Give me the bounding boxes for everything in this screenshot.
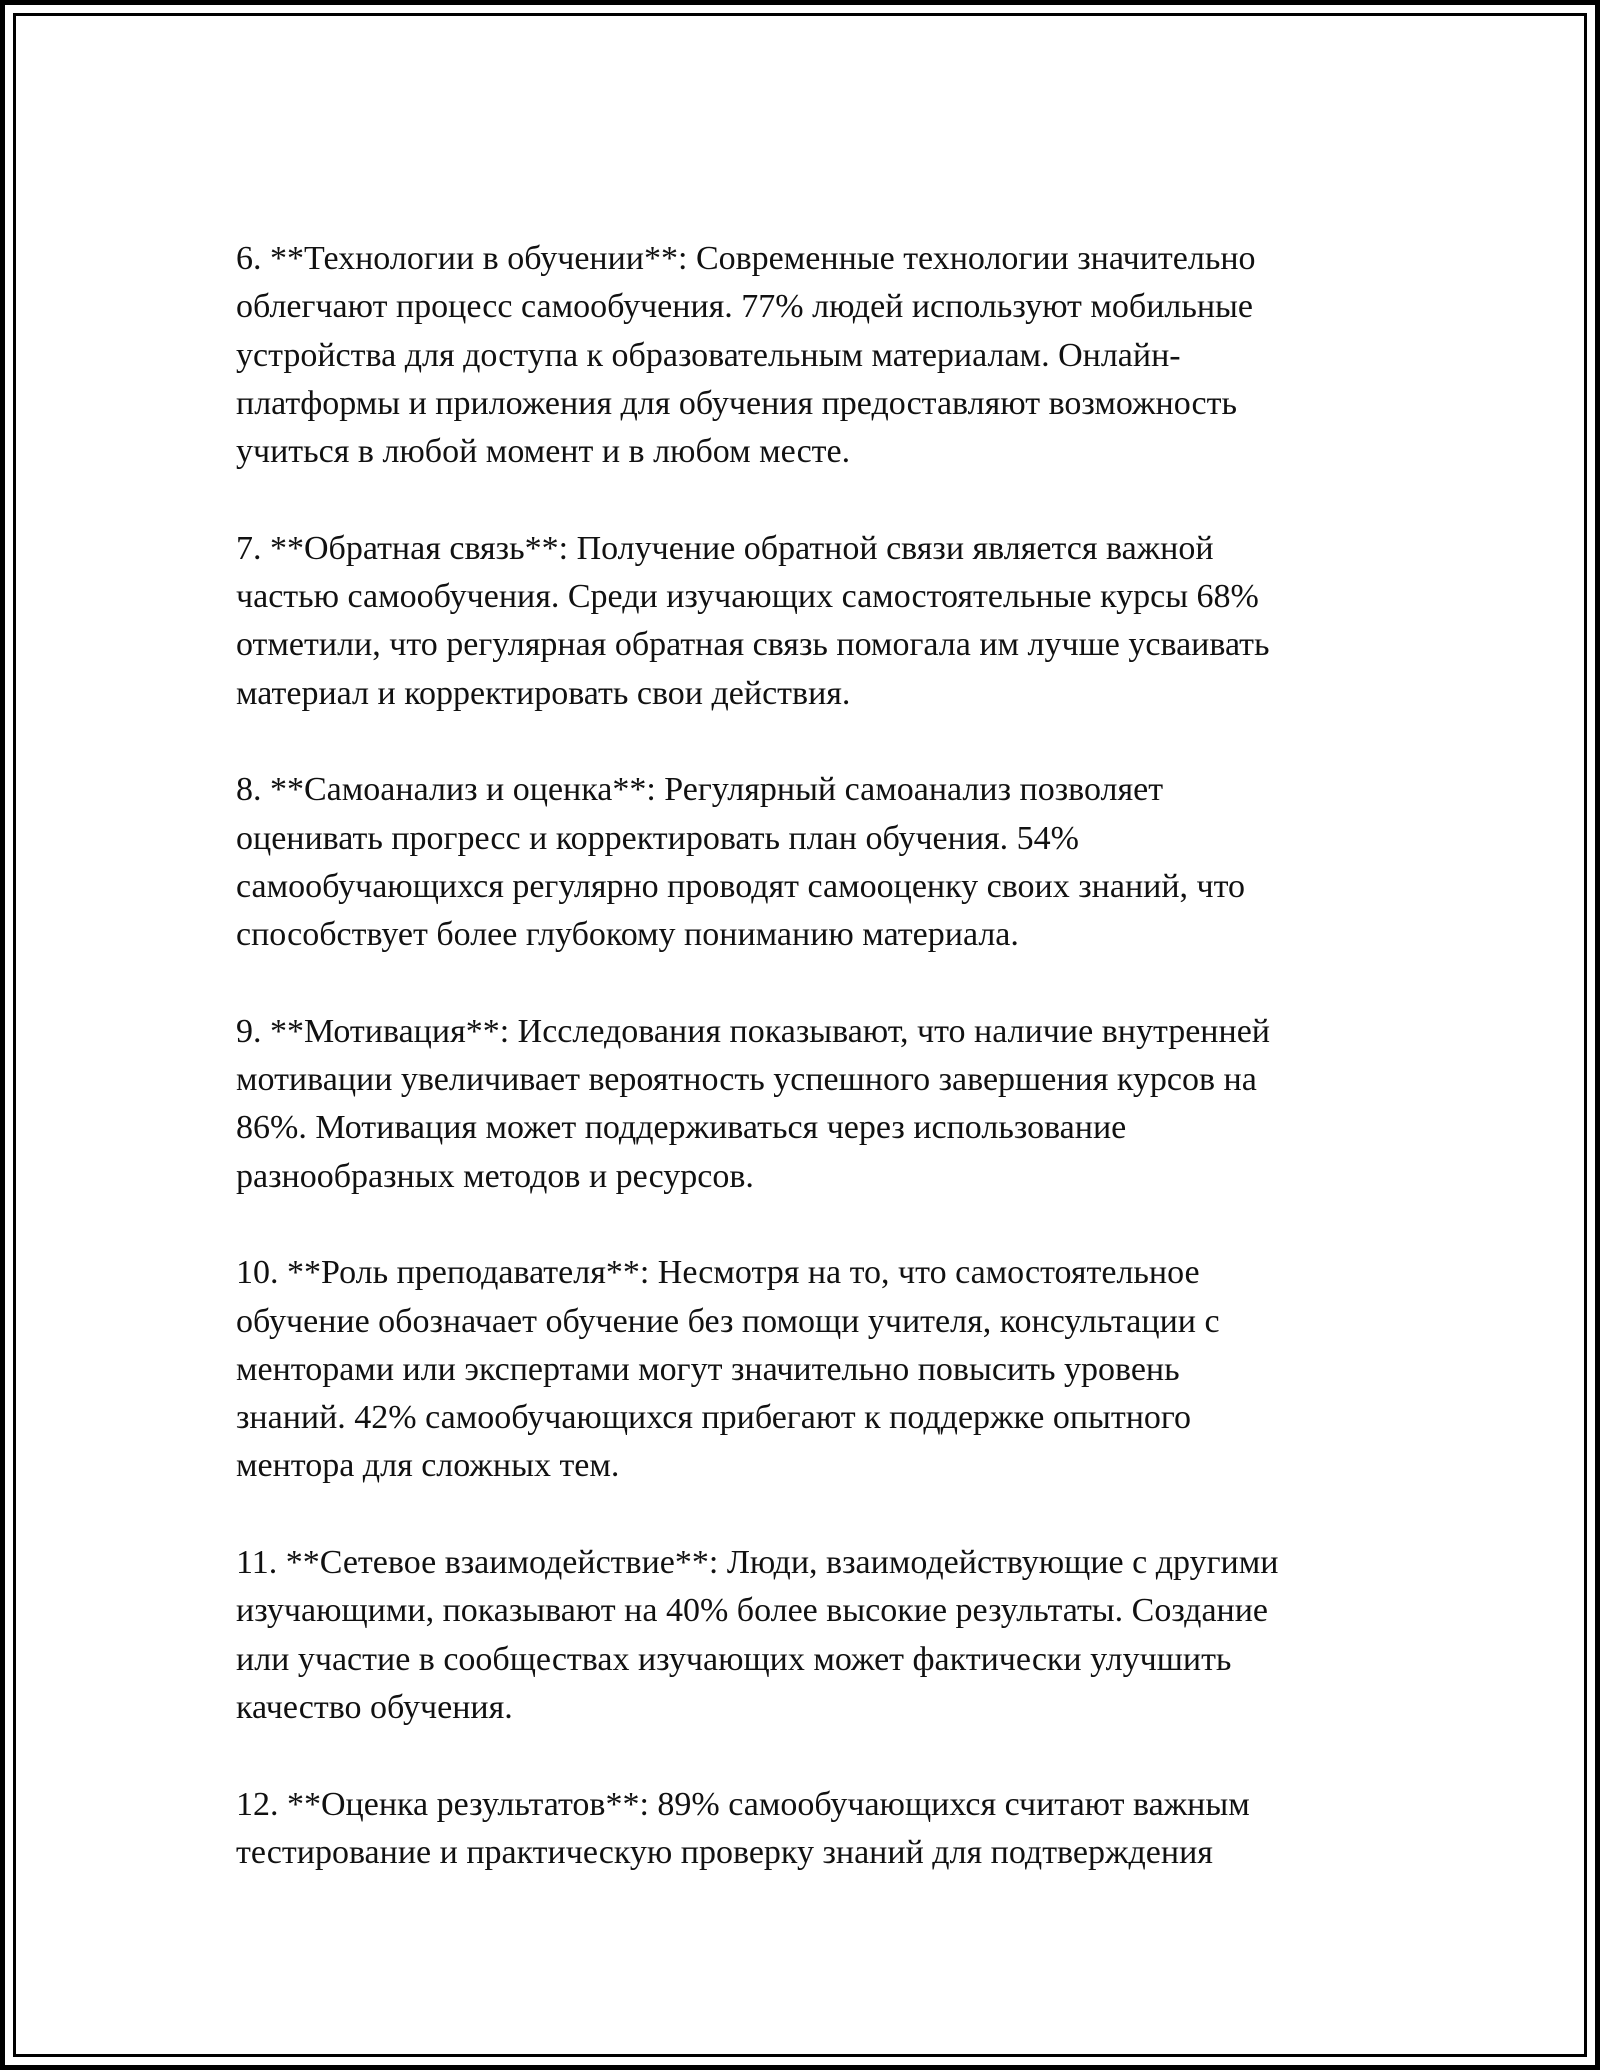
text-line: отметили, что регулярная обратная связь помогала им лучше усваивать — [236, 626, 1270, 664]
text-line: знаний. 42% самообучающихся прибегают к поддержке опытного — [236, 1399, 1192, 1437]
paragraph-6-technologies — [236, 235, 1386, 476]
text-line: платформы и приложения для обучения предоставляют возможность — [236, 384, 1237, 422]
text-line: 11. **Сетевое взаимодействие**: Люди, взаимодействующие с другими — [236, 1544, 1279, 1582]
paragraph-8-self-analysis — [236, 766, 1386, 959]
text-line: 7. **Обратная связь**: Получение обратной связи является важной — [236, 529, 1214, 567]
text-line: 8. **Самоанализ и оценка**: Регулярный самоанализ позволяет — [236, 771, 1164, 809]
text-line: ментора для сложных тем. — [236, 1447, 620, 1485]
text-line: учиться в любой момент и в любом месте. — [236, 433, 851, 471]
text-line: устройства для доступа к образовательным материалам. Онлайн- — [236, 336, 1181, 374]
text-line: 10. **Роль преподавателя**: Несмотря на то, что самостоятельное — [236, 1254, 1200, 1292]
text-line: качество обучения. — [236, 1688, 513, 1726]
paragraph-11-networking — [236, 1539, 1386, 1732]
text-line: способствует более глубокому пониманию материала. — [236, 916, 1019, 954]
text-line: разнообразных методов и ресурсов. — [236, 1157, 754, 1195]
text-line: изучающими, показывают на 40% более высокие результаты. Создание — [236, 1592, 1269, 1630]
paragraph-9-motivation — [236, 1008, 1386, 1201]
text-line: обучение обозначает обучение без помощи учителя, консультации с — [236, 1302, 1220, 1340]
text-line: менторами или экспертами могут значительно повысить уровень — [236, 1350, 1180, 1388]
text-line: или участие в сообществах изучающих может фактически улучшить — [236, 1640, 1232, 1678]
paragraph-12-results-assessment — [236, 1781, 1386, 1878]
text-line: оценивать прогресс и корректировать план обучения. 54% — [236, 819, 1079, 857]
document-body — [236, 235, 1386, 1877]
text-line: мотивации увеличивает вероятность успешного завершения курсов на — [236, 1061, 1257, 1099]
paragraph-10-teacher-role — [236, 1249, 1386, 1490]
text-line: самообучающихся регулярно проводят самооценку своих знаний, что — [236, 867, 1246, 905]
text-line: 12. **Оценка результатов**: 89% самообучающихся считают важным — [236, 1785, 1250, 1823]
text-line: тестирование и практическую проверку знаний для подтверждения — [236, 1833, 1213, 1871]
text-line: 86%. Мотивация может поддерживаться через использование — [236, 1109, 1127, 1147]
text-line: частью самообучения. Среди изучающих самостоятельные курсы 68% — [236, 578, 1259, 616]
text-line: облегчают процесс самообучения. 77% людей используют мобильные — [236, 288, 1253, 326]
text-line: материал и корректировать свои действия. — [236, 674, 851, 712]
paragraph-7-feedback — [236, 525, 1386, 718]
text-line: 6. **Технологии в обучении**: Современные технологии значительно — [236, 240, 1256, 277]
text-line: 9. **Мотивация**: Исследования показывают, что наличие внутренней — [236, 1012, 1270, 1050]
